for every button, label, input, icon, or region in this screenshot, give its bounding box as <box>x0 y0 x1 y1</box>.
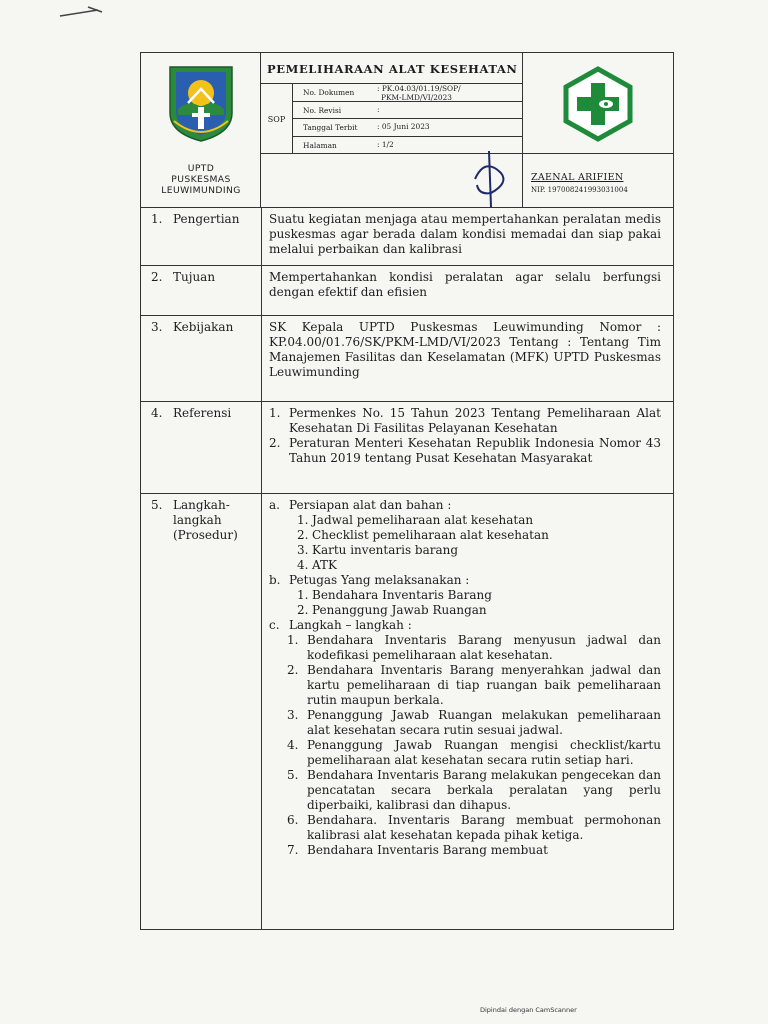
org-line-1: UPTD <box>187 163 215 174</box>
org-line-2: PUSKESMAS <box>171 174 231 185</box>
list-item <box>269 436 661 466</box>
section-title <box>173 498 238 543</box>
section-text: Mempertahankan kondisi peralatan agar selalu berfungsi dengan efektif dan efisien <box>269 270 661 299</box>
subsection-a <box>269 498 661 573</box>
signature-mark <box>461 149 521 209</box>
puskesmas-logo-cell <box>523 53 673 154</box>
step-text: Penanggung Jawab Ruangan melakukan pemeliharaan alat kesehatan secara rutin sesuai jadwal. <box>307 708 661 737</box>
meta-label: Tanggal Terbit <box>303 123 358 132</box>
scanner-footer: Dipindai dengan CamScanner <box>480 1006 577 1014</box>
procedure-content <box>269 498 661 858</box>
section-title-line: (Prosedur) <box>173 528 238 542</box>
step-text: Bendahara Inventaris Barang melakukan pengecekan dan pencatatan secara berkala peralatan yang perlu diperbaiki, kalibrasi dan dihapus. <box>307 768 661 812</box>
step-text: Bendahara. Inventaris Barang membuat permohonan kalibrasi alat kesehatan kepada pihak ketiga. <box>307 813 661 842</box>
procedure-step <box>287 813 661 843</box>
section-title: Referensi <box>173 406 232 420</box>
document-title: PEMELIHARAAN ALAT KESEHATAN <box>261 53 523 84</box>
list-item <box>297 603 661 618</box>
item-text: Checklist pemeliharaan alat kesehatan <box>312 528 549 542</box>
organization-name <box>141 163 261 196</box>
step-text: Bendahara Inventaris Barang membuat <box>307 843 549 857</box>
step-text: Bendahara Inventaris Barang menyerahkan jadwal dan kartu pemeliharaan di tiap ruangan baik pemeliharaan rutin maupun berkala. <box>307 663 661 707</box>
meta-value: : 1/2 <box>377 139 394 149</box>
item-text: Bendahara Inventaris Barang <box>312 588 492 602</box>
section-label <box>141 208 262 266</box>
section-title-line: langkah <box>173 513 222 527</box>
section-text: Suatu kegiatan menjaga atau mempertahankan peralatan medis puskesmas agar berada dalam kondisi memadai dan siap pakai melalui perbaikan dan kalibrasi <box>269 212 661 256</box>
item-number: 1. <box>297 588 309 602</box>
step-number: 1. <box>287 633 299 647</box>
meta-label: Halaman <box>303 140 337 150</box>
item-number: 1. <box>269 406 281 420</box>
item-number: 1. <box>297 513 309 527</box>
signature-cell <box>261 154 523 207</box>
section-langkah <box>141 493 673 930</box>
step-text: Penanggung Jawab Ruangan mengisi checklist/kartu pemeliharaan alat kesehatan secara rutin setiap hari. <box>307 738 661 767</box>
section-pengertian <box>141 207 673 266</box>
section-title: Kebijakan <box>173 320 234 334</box>
regency-emblem-icon <box>164 63 238 143</box>
list-item <box>297 588 661 603</box>
step-number: 7. <box>287 843 299 857</box>
procedure-step <box>287 708 661 738</box>
official-name: ZAENAL ARIFIEN <box>531 172 624 183</box>
pen-mark <box>58 4 108 20</box>
meta-value: : 05 Juni 2023 <box>377 122 430 131</box>
list-item <box>297 513 661 528</box>
section-referensi <box>141 401 673 494</box>
item-text: Penanggung Jawab Ruangan <box>312 603 487 617</box>
step-text: Bendahara Inventaris Barang menyusun jadwal dan kodefikasi pemeliharaan alat kesehatan. <box>307 633 661 662</box>
procedure-step <box>287 843 661 858</box>
section-number: 4. <box>151 406 163 420</box>
item-number: 2. <box>297 528 309 542</box>
subsection-title: Persiapan alat dan bahan : <box>289 498 452 512</box>
meta-label: No. Dokumen <box>303 88 355 97</box>
section-title: Tujuan <box>173 270 216 284</box>
official-cell <box>523 154 673 207</box>
item-text: Peraturan Menteri Kesehatan Republik Indonesia Nomor 43 Tahun 2019 tentang Pusat Kesehatan Masyarakat <box>289 436 661 465</box>
list-item <box>297 528 661 543</box>
list-item <box>297 543 661 558</box>
subsection-title: Langkah – langkah : <box>289 618 412 632</box>
puskesmas-cross-icon <box>560 66 636 142</box>
subsection-letter: a. <box>269 498 280 512</box>
subsection-letter: c. <box>269 618 280 632</box>
subsection-c <box>269 618 661 858</box>
meta-row-revision <box>293 102 523 120</box>
section-number: 3. <box>151 320 163 334</box>
meta-value <box>377 85 461 102</box>
item-text: ATK <box>312 558 337 572</box>
item-text: Permenkes No. 15 Tahun 2023 Tentang Pemeliharaan Alat Kesehatan Di Fasilitas Pelayanan Kesehatan <box>289 406 661 435</box>
section-kebijakan <box>141 315 673 402</box>
section-label <box>141 316 262 402</box>
meta-label: No. Revisi <box>303 105 342 115</box>
section-text: SK Kepala UPTD Puskesmas Leuwimunding Nomor : KP.04.00/01.76/SK/PKM-LMD/VI/2023 Tentang : Tentang Tim Manajemen Fasilitas dan Keselamatan (MFK) UPTD Puskesmas Leuwimunding <box>269 320 661 379</box>
sop-document <box>140 52 674 930</box>
step-number: 6. <box>287 813 299 827</box>
procedure-step <box>287 633 661 663</box>
section-list <box>269 406 661 466</box>
procedure-step <box>287 663 661 708</box>
section-number: 1. <box>151 212 163 226</box>
list-item <box>297 558 661 573</box>
step-number: 3. <box>287 708 299 722</box>
list-item <box>269 406 661 436</box>
item-number: 3. <box>297 543 309 557</box>
procedure-step <box>287 738 661 768</box>
meta-value-line: : PK.04.03/01.19/SOP/ <box>377 84 461 93</box>
section-number: 5. <box>151 498 163 512</box>
section-number: 2. <box>151 270 163 284</box>
subsection-title: Petugas Yang melaksanakan : <box>289 573 470 587</box>
logo-cell <box>141 53 261 207</box>
official-nip: NIP. 197008241993031004 <box>531 186 628 194</box>
step-number: 2. <box>287 663 299 677</box>
sop-header <box>141 53 673 207</box>
section-title-line: Langkah- <box>173 498 230 512</box>
item-text: Jadwal pemeliharaan alat kesehatan <box>312 513 534 527</box>
item-text: Kartu inventaris barang <box>312 543 459 557</box>
item-number: 2. <box>269 436 281 450</box>
procedure-step <box>287 768 661 813</box>
section-label <box>141 402 262 494</box>
step-number: 5. <box>287 768 299 782</box>
item-number: 4. <box>297 558 309 572</box>
subsection-b <box>269 573 661 618</box>
meta-value: : <box>377 104 380 114</box>
section-tujuan <box>141 265 673 316</box>
meta-value-line: PKM-LMD/VI/2023 <box>381 92 453 102</box>
subsection-letter: b. <box>269 573 281 587</box>
sop-label: SOP <box>261 84 293 154</box>
section-title: Pengertian <box>173 212 240 226</box>
meta-row-document-number <box>293 84 523 102</box>
item-number: 2. <box>297 603 309 617</box>
org-line-3: LEUWIMUNDING <box>161 185 241 196</box>
step-number: 4. <box>287 738 299 752</box>
section-label <box>141 494 262 930</box>
meta-row-issue-date <box>293 119 523 137</box>
section-label <box>141 266 262 316</box>
